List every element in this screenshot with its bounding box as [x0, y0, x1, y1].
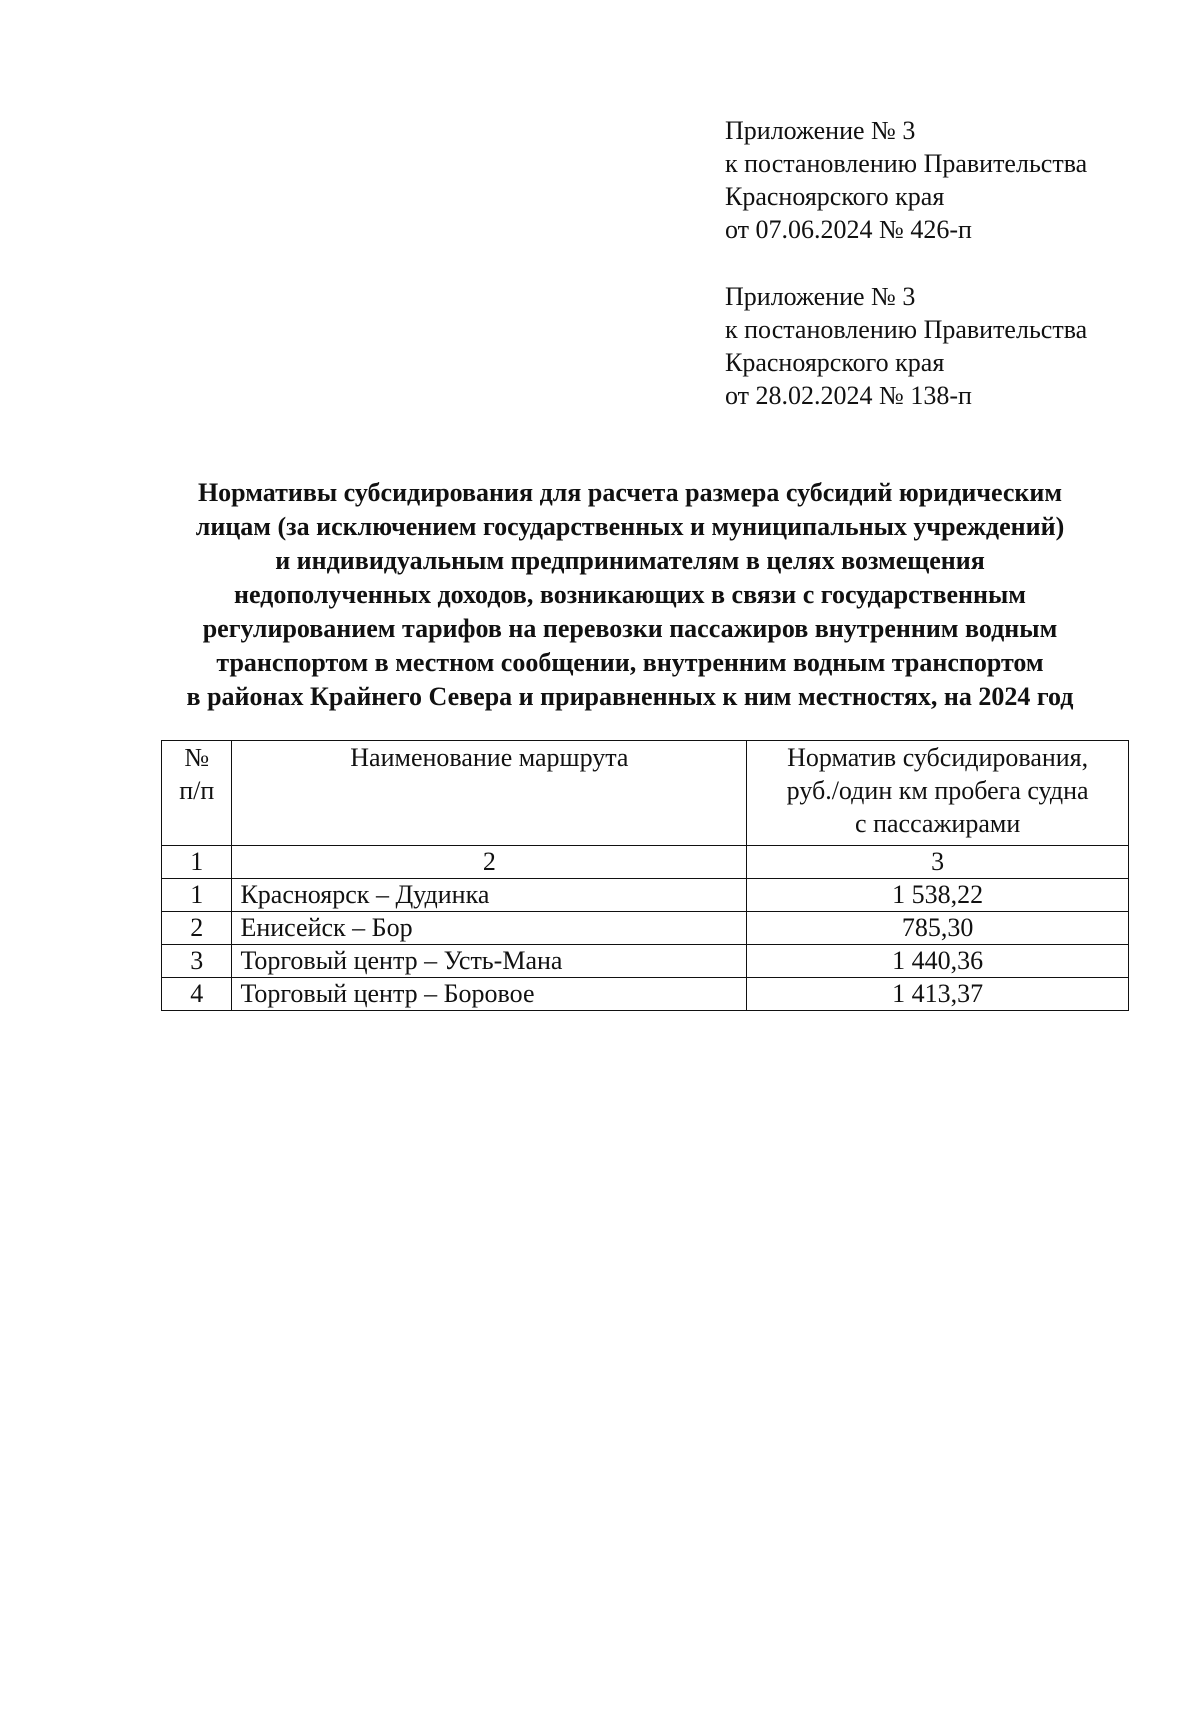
route-name: Красноярск – Дудинка [232, 879, 747, 912]
document-title [130, 476, 1130, 714]
table-header-row [162, 741, 1129, 846]
header-route: Наименование маршрута [232, 741, 747, 846]
appendix-block-previous [725, 280, 1165, 412]
header-norm-line: с пассажирами [855, 809, 1021, 838]
appendix-title: Приложение № 3 [725, 116, 916, 145]
row-number: 1 [162, 879, 232, 912]
title-line: транспортом в местном сообщении, внутренним водным транспортом [216, 648, 1044, 677]
appendix-title: Приложение № 3 [725, 282, 916, 311]
norm-value: 1 413,37 [747, 978, 1129, 1011]
appendix-date-number: от 07.06.2024 № 426-п [725, 215, 972, 244]
table-row [162, 912, 1129, 945]
appendix-date-number: от 28.02.2024 № 138-п [725, 381, 972, 410]
column-index: 3 [747, 846, 1129, 879]
appendix-reference: к постановлению Правительства [725, 149, 1088, 178]
table-row [162, 879, 1129, 912]
table-row [162, 945, 1129, 978]
route-name: Торговый центр – Боровое [232, 978, 747, 1011]
column-index: 2 [232, 846, 747, 879]
title-line: и индивидуальным предпринимателям в целях возмещения [275, 546, 985, 575]
title-line: лицам (за исключением государственных и муниципальных учреждений) [195, 512, 1065, 541]
appendix-block-current [725, 114, 1165, 246]
title-line: регулированием тарифов на перевозки пассажиров внутренним водным [202, 614, 1058, 643]
title-line: в районах Крайнего Севера и приравненных к ним местностях, на 2024 год [186, 682, 1074, 711]
header-number [162, 741, 232, 846]
header-norm-line: руб./один км пробега судна [786, 776, 1089, 805]
header-number-symbol: № [184, 743, 210, 772]
header-norm [747, 741, 1129, 846]
column-index: 1 [162, 846, 232, 879]
appendix-reference: к постановлению Правительства [725, 315, 1088, 344]
table-row [162, 978, 1129, 1011]
row-number: 4 [162, 978, 232, 1011]
row-number: 3 [162, 945, 232, 978]
route-name: Торговый центр – Усть-Мана [232, 945, 747, 978]
header-number-abbr: п/п [179, 776, 215, 805]
norm-value: 1 538,22 [747, 879, 1129, 912]
header-norm-line: Норматив субсидирования, [787, 743, 1089, 772]
column-index-row [162, 846, 1129, 879]
appendix-region: Красноярского края [725, 348, 945, 377]
title-line: Нормативы субсидирования для расчета размера субсидий юридическим [197, 478, 1063, 507]
norm-value: 785,30 [747, 912, 1129, 945]
route-name: Енисейск – Бор [232, 912, 747, 945]
appendix-region: Красноярского края [725, 182, 945, 211]
subsidy-norms-table [161, 740, 1129, 1011]
norm-value: 1 440,36 [747, 945, 1129, 978]
row-number: 2 [162, 912, 232, 945]
title-line: недополученных доходов, возникающих в связи с государственным [234, 580, 1026, 609]
